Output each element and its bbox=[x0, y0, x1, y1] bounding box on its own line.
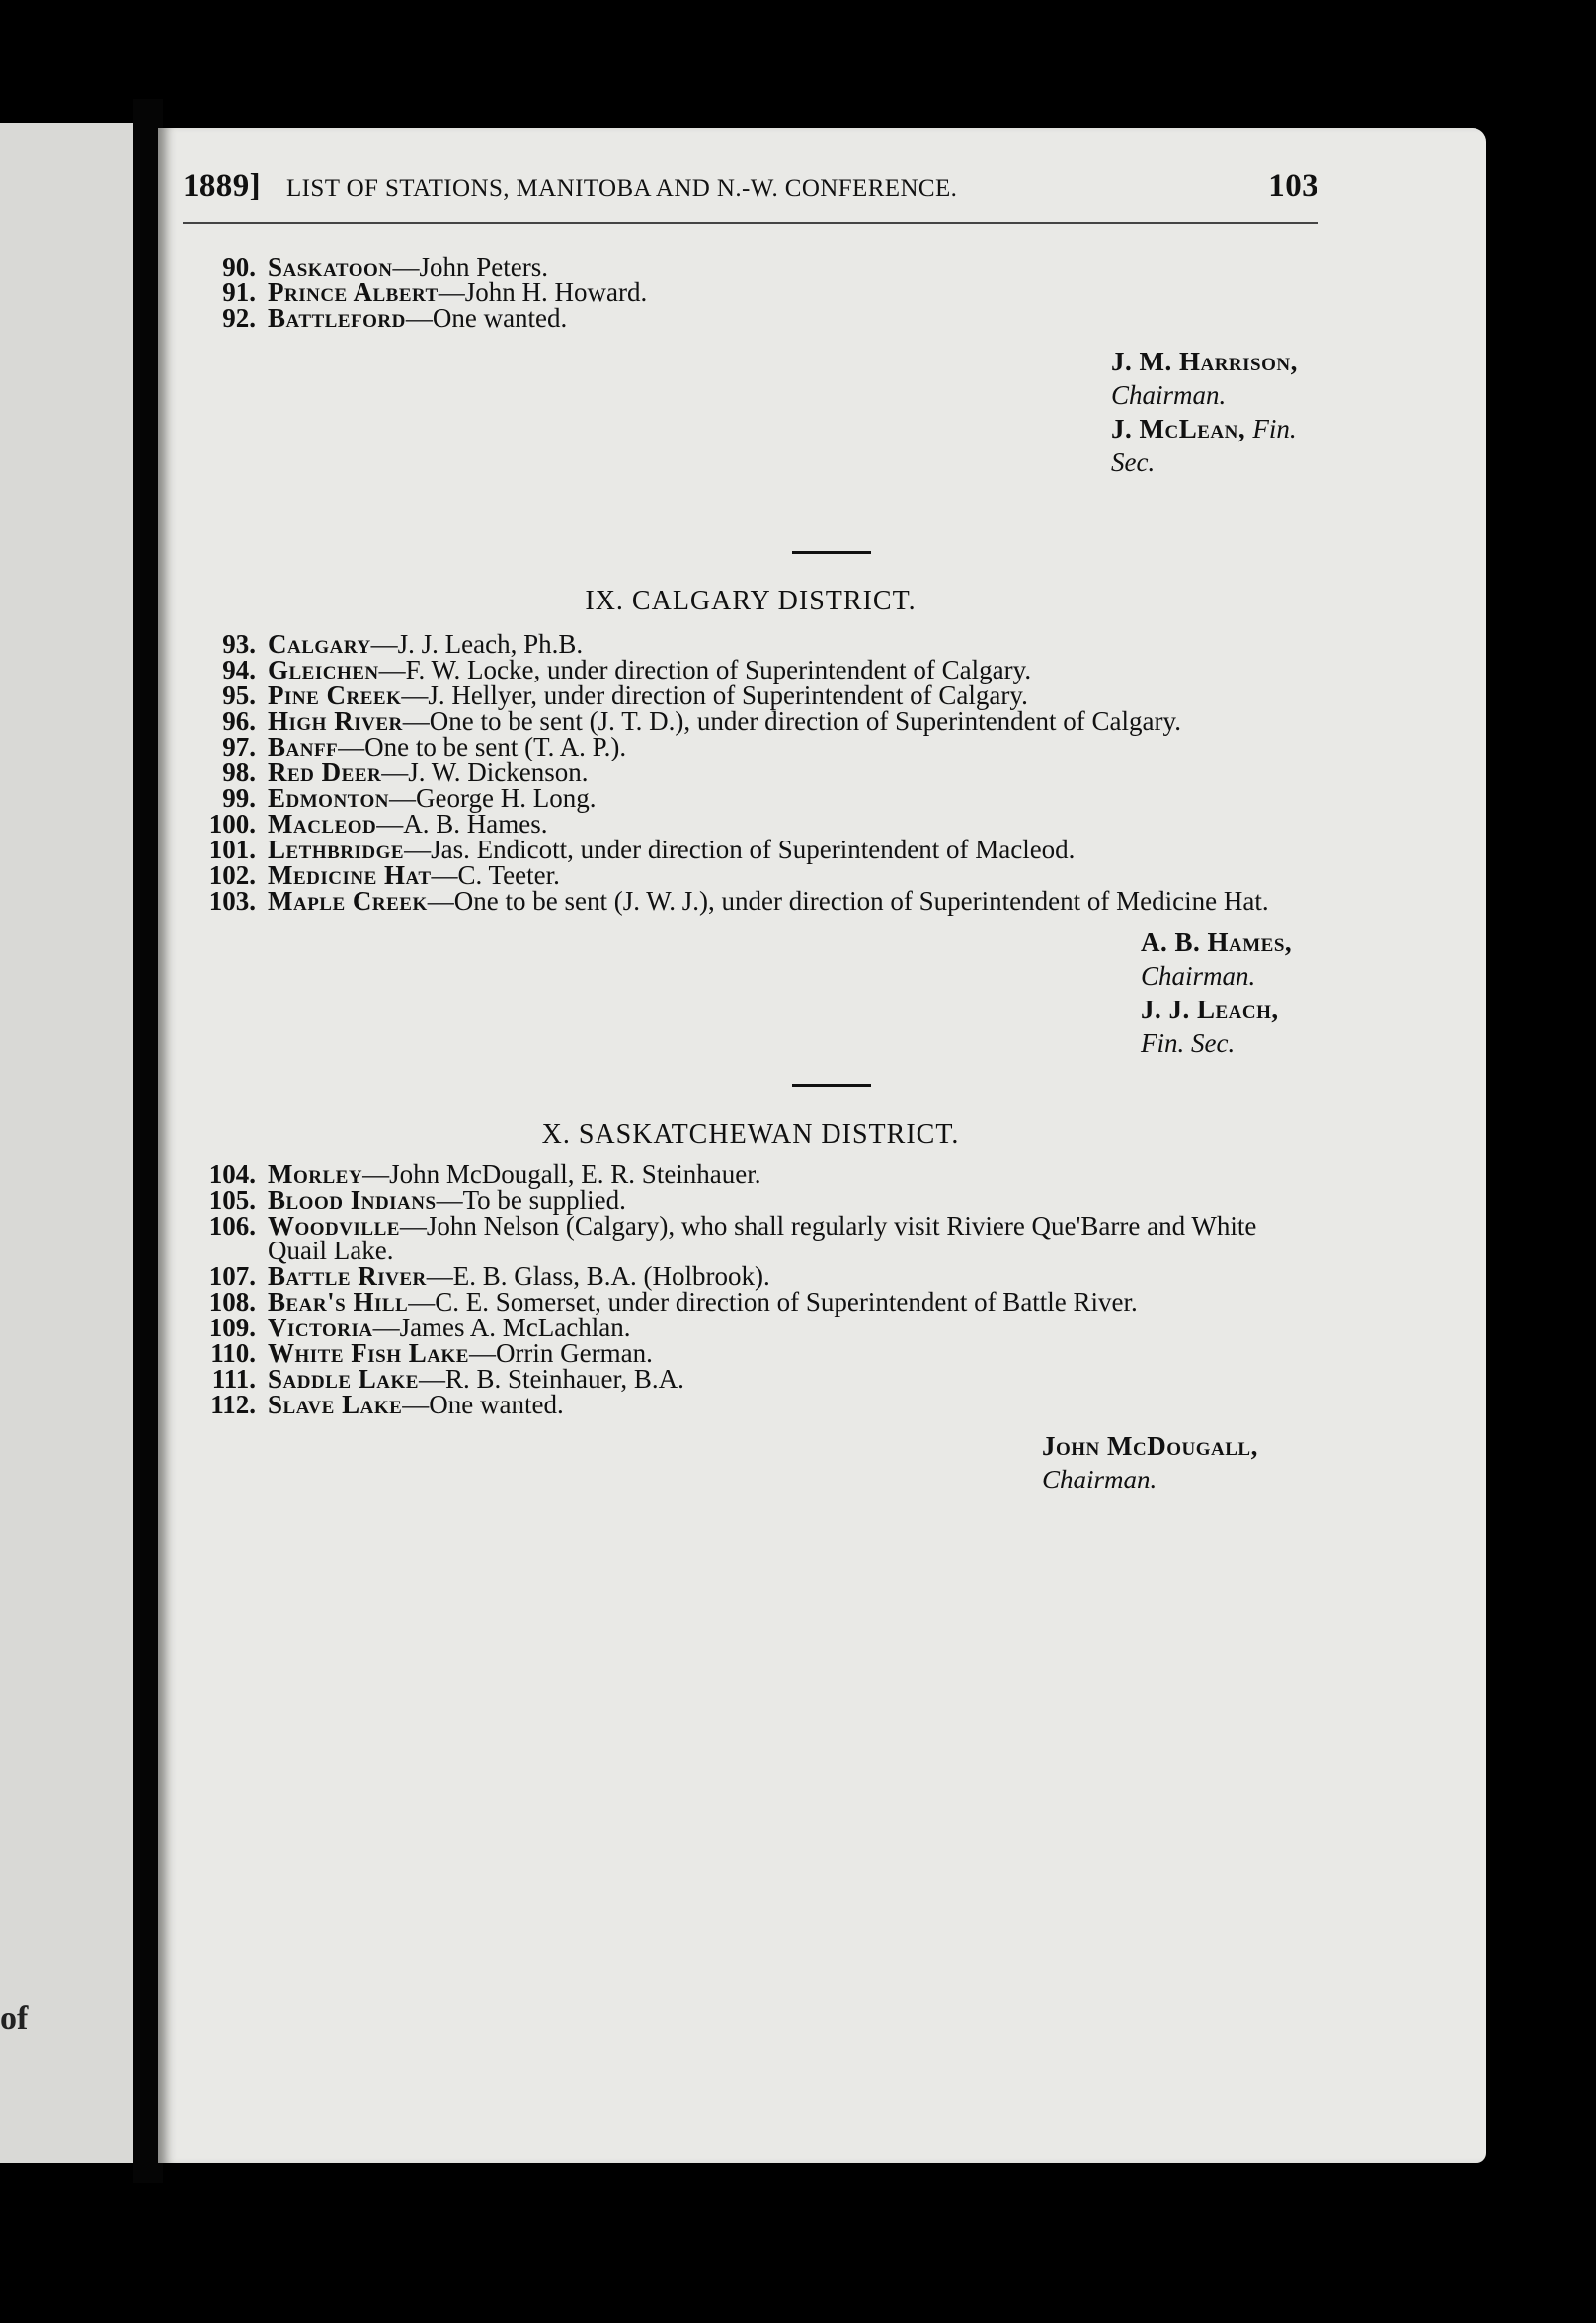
station-number: 95. bbox=[222, 681, 256, 710]
station-text bbox=[268, 1261, 1318, 1291]
station-number: 106. bbox=[208, 1211, 256, 1241]
station-name: Saskatoon bbox=[268, 252, 393, 281]
station-text bbox=[268, 835, 1318, 864]
station-text bbox=[268, 1162, 1318, 1187]
station-appointment: —John Peters. bbox=[392, 252, 549, 281]
station-appointment: —Orrin German. bbox=[468, 1338, 653, 1368]
station-number: 109. bbox=[208, 1313, 256, 1342]
station-entry bbox=[183, 758, 1318, 787]
station-text bbox=[268, 252, 1318, 281]
station-text bbox=[268, 758, 1318, 787]
signature-line bbox=[1141, 993, 1318, 1060]
station-text bbox=[268, 1364, 1318, 1394]
station-name: Blood Indians bbox=[268, 1185, 437, 1215]
station-entry bbox=[183, 1313, 1318, 1342]
station-text bbox=[268, 1390, 1318, 1419]
station-appointment: —George H. Long. bbox=[389, 783, 597, 813]
station-appointment: —To be supplied. bbox=[436, 1185, 626, 1215]
previous-page-fragment: of bbox=[0, 2000, 29, 2037]
station-number: 102. bbox=[208, 860, 256, 890]
signatory-role: Fin. Sec. bbox=[1111, 414, 1297, 477]
section-c bbox=[183, 1162, 1318, 1496]
station-appointment: —One wanted. bbox=[402, 1390, 564, 1419]
page-number: 103 bbox=[1268, 168, 1318, 203]
entry-list-c bbox=[183, 1162, 1318, 1417]
station-appointment: —John Nelson (Calgary), who shall regularly visit Riviere Que'Barre and White Quail Lake. bbox=[268, 1211, 1257, 1265]
station-entry bbox=[183, 1211, 1318, 1265]
station-number: 98. bbox=[222, 758, 256, 787]
station-text bbox=[268, 1338, 1318, 1368]
station-name: High River bbox=[268, 706, 403, 736]
station-number: 92. bbox=[222, 303, 256, 333]
station-appointment: —E. B. Glass, B.A. (Holbrook). bbox=[426, 1261, 770, 1291]
signatory-name: A. B. Hames, bbox=[1141, 927, 1293, 957]
station-text bbox=[268, 1211, 1318, 1265]
station-name: Macleod bbox=[268, 809, 377, 839]
station-name: Prince Albert bbox=[268, 278, 439, 307]
station-name: Battle River bbox=[268, 1261, 427, 1291]
station-entry bbox=[183, 1287, 1318, 1317]
station-number: 107. bbox=[208, 1261, 256, 1291]
station-name: Morley bbox=[268, 1160, 363, 1189]
station-name: Edmonton bbox=[268, 783, 389, 813]
station-entry bbox=[183, 809, 1318, 839]
station-entry bbox=[183, 1185, 1318, 1215]
station-appointment: —One to be sent (J. W. J.), under direction of Superintendent of Medicine Hat. bbox=[427, 886, 1269, 916]
signature-line bbox=[1042, 1429, 1318, 1496]
station-name: Medicine Hat bbox=[268, 860, 432, 890]
station-entry bbox=[183, 1364, 1318, 1394]
signatory-name: J. M. Harrison, bbox=[1111, 347, 1298, 376]
station-entry bbox=[183, 860, 1318, 890]
station-entry bbox=[183, 835, 1318, 864]
station-name: Maple Creek bbox=[268, 886, 428, 916]
station-appointment: —F. W. Locke, under direction of Superintendent of Calgary. bbox=[378, 655, 1032, 684]
signatory-role: Chairman. bbox=[1141, 961, 1256, 991]
station-entry bbox=[183, 706, 1318, 736]
station-name: Battleford bbox=[268, 303, 406, 333]
station-entry bbox=[183, 655, 1318, 684]
station-number: 96. bbox=[222, 706, 256, 736]
signatures-b bbox=[430, 925, 1318, 1060]
station-entry bbox=[183, 683, 1318, 708]
station-appointment: —One to be sent (T. A. P.). bbox=[338, 732, 627, 761]
district-heading-calgary: IX. CALGARY DISTRICT. bbox=[585, 586, 917, 616]
running-header bbox=[183, 168, 1318, 204]
station-text bbox=[268, 732, 1318, 761]
signatory-role: Fin. Sec. bbox=[1141, 1028, 1236, 1058]
station-number: 104. bbox=[208, 1160, 256, 1189]
station-number: 91. bbox=[222, 278, 256, 307]
signatory-name: J. J. Leach, bbox=[1141, 995, 1279, 1024]
signature-line bbox=[1141, 925, 1318, 993]
station-number: 103. bbox=[208, 886, 256, 916]
signatory-name: J. McLean, bbox=[1111, 414, 1253, 443]
station-entry bbox=[183, 1338, 1318, 1368]
station-name: Bear's Hill bbox=[268, 1287, 409, 1317]
station-appointment: —John H. Howard. bbox=[438, 278, 648, 307]
signatures-c bbox=[331, 1429, 1318, 1496]
station-text bbox=[268, 706, 1318, 736]
station-entry bbox=[183, 1162, 1318, 1187]
station-text bbox=[268, 860, 1318, 890]
signature-line bbox=[1111, 345, 1318, 412]
station-number: 94. bbox=[222, 655, 256, 684]
station-entry bbox=[183, 783, 1318, 813]
station-number: 100. bbox=[208, 809, 256, 839]
station-name: Calgary bbox=[268, 629, 371, 659]
station-name: Slave Lake bbox=[268, 1390, 403, 1419]
station-name: Saddle Lake bbox=[268, 1364, 419, 1394]
signatory-role: Chairman. bbox=[1042, 1465, 1157, 1494]
station-text bbox=[268, 629, 1318, 659]
section-b bbox=[183, 629, 1318, 1060]
station-name: White Fish Lake bbox=[268, 1338, 469, 1368]
station-appointment: —R. B. Steinhauer, B.A. bbox=[418, 1364, 684, 1394]
station-number: 97. bbox=[222, 732, 256, 761]
station-appointment: —One to be sent (J. T. D.), under direction of Superintendent of Calgary. bbox=[402, 706, 1182, 736]
station-text bbox=[268, 303, 1318, 333]
station-text bbox=[268, 1313, 1318, 1342]
station-text bbox=[268, 280, 1318, 305]
station-number: 99. bbox=[222, 783, 256, 813]
station-text bbox=[268, 886, 1318, 916]
header-rule bbox=[183, 222, 1318, 224]
station-appointment: —J. Hellyer, under direction of Superintendent of Calgary. bbox=[401, 681, 1028, 710]
section-a bbox=[183, 252, 1318, 479]
station-appointment: —John McDougall, E. R. Steinhauer. bbox=[362, 1160, 761, 1189]
station-entry bbox=[183, 886, 1318, 916]
station-text bbox=[268, 683, 1318, 708]
station-text bbox=[268, 1287, 1318, 1317]
station-text bbox=[268, 783, 1318, 813]
station-name: Gleichen bbox=[268, 655, 379, 684]
station-entry bbox=[183, 1261, 1318, 1291]
station-name: Red Deer bbox=[268, 758, 382, 787]
station-name: Woodville bbox=[268, 1211, 400, 1241]
station-number: 105. bbox=[208, 1185, 256, 1215]
signatures-a bbox=[400, 345, 1318, 479]
station-appointment: —A. B. Hames. bbox=[376, 809, 548, 839]
station-number: 111. bbox=[211, 1364, 256, 1394]
district-heading-saskatchewan: X. SASKATCHEWAN DISTRICT. bbox=[541, 1119, 960, 1150]
station-entry bbox=[183, 252, 1318, 281]
station-text bbox=[268, 655, 1318, 684]
station-entry bbox=[183, 629, 1318, 659]
station-name: Pine Creek bbox=[268, 681, 402, 710]
previous-page-edge bbox=[0, 123, 133, 2163]
station-name: Banff bbox=[268, 732, 339, 761]
signatory-role: Chairman. bbox=[1111, 380, 1227, 410]
signature-line bbox=[1111, 412, 1318, 479]
station-appointment: —C. Teeter. bbox=[431, 860, 560, 890]
station-entry bbox=[183, 1390, 1318, 1419]
station-number: 112. bbox=[210, 1390, 256, 1419]
station-number: 90. bbox=[222, 252, 256, 281]
station-number: 110. bbox=[210, 1338, 256, 1368]
station-number: 93. bbox=[222, 629, 256, 659]
header-year: 1889] bbox=[183, 168, 261, 203]
station-entry bbox=[183, 303, 1318, 333]
entry-list-a bbox=[183, 252, 1318, 333]
station-appointment: —Jas. Endicott, under direction of Superintendent of Macleod. bbox=[404, 835, 1076, 864]
station-text bbox=[268, 809, 1318, 839]
station-appointment: —J. J. Leach, Ph.B. bbox=[370, 629, 584, 659]
station-appointment: —James A. McLachlan. bbox=[372, 1313, 631, 1342]
station-entry bbox=[183, 732, 1318, 761]
station-appointment: —J. W. Dickenson. bbox=[381, 758, 589, 787]
section-divider bbox=[792, 551, 871, 554]
entry-list-b bbox=[183, 629, 1318, 916]
station-text bbox=[268, 1185, 1318, 1215]
header-title: LIST OF STATIONS, MANITOBA AND N.-W. CONFERENCE. bbox=[286, 175, 958, 201]
station-name: Victoria bbox=[268, 1313, 373, 1342]
station-number: 101. bbox=[208, 835, 256, 864]
station-appointment: —C. E. Somerset, under direction of Superintendent of Battle River. bbox=[408, 1287, 1138, 1317]
station-name: Lethbridge bbox=[268, 835, 405, 864]
station-entry bbox=[183, 280, 1318, 305]
signatory-name: John McDougall, bbox=[1042, 1431, 1258, 1461]
section-divider bbox=[792, 1084, 871, 1087]
station-appointment: —One wanted. bbox=[405, 303, 568, 333]
station-number: 108. bbox=[208, 1287, 256, 1317]
